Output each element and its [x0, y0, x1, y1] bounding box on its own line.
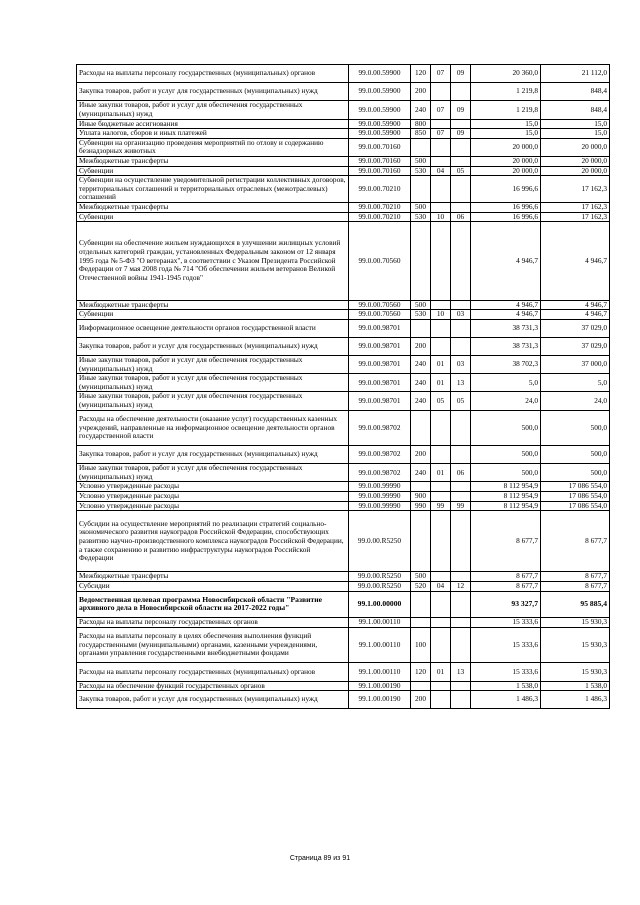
- cell-code: 99.0.00.99990: [349, 501, 411, 511]
- cell-pr: [451, 83, 471, 101]
- cell-vr: 520: [411, 581, 431, 591]
- cell-vr: [411, 591, 431, 618]
- cell-value-1: 20 000,0: [471, 138, 541, 156]
- cell-value-1: 93 327,7: [471, 591, 541, 618]
- cell-code: 99.0.00.70160: [349, 166, 411, 176]
- cell-rz: [431, 119, 451, 129]
- cell-name: Межбюджетные трансферты: [77, 300, 349, 310]
- cell-value-2: 37 029,0: [541, 319, 610, 337]
- cell-vr: 500: [411, 572, 431, 582]
- table-row: [77, 300, 610, 310]
- cell-code: 99.0.00.98701: [349, 319, 411, 337]
- cell-code: 99.0.00.98702: [349, 464, 411, 482]
- cell-pr: [451, 491, 471, 501]
- table-row: [77, 129, 610, 139]
- table-row: [77, 482, 610, 492]
- table-row: [77, 663, 610, 681]
- cell-rz: [431, 202, 451, 212]
- cell-name: Расходы на обеспечение функций государственных органов: [77, 681, 349, 691]
- cell-value-1: 15 333,6: [471, 618, 541, 628]
- cell-value-1: 16 996,6: [471, 202, 541, 212]
- table-row: [77, 310, 610, 320]
- cell-value-1: 500,0: [471, 464, 541, 482]
- cell-value-2: 500,0: [541, 446, 610, 464]
- table-row: [77, 591, 610, 618]
- cell-pr: [451, 572, 471, 582]
- table-row: [77, 691, 610, 709]
- cell-rz: [431, 300, 451, 310]
- cell-value-1: 38 731,3: [471, 319, 541, 337]
- cell-value-1: 1 219,8: [471, 83, 541, 101]
- cell-value-1: 15,0: [471, 129, 541, 139]
- cell-name: Закупка товаров, работ и услуг для государственных (муниципальных) нужд: [77, 83, 349, 101]
- cell-code: 99.1.00.00110: [349, 627, 411, 662]
- cell-vr: [411, 482, 431, 492]
- cell-code: 99.0.00.59900: [349, 119, 411, 129]
- cell-code: 99.0.00.70160: [349, 156, 411, 166]
- table-row: [77, 138, 610, 156]
- cell-code: 99.0.00.98702: [349, 446, 411, 464]
- cell-rz: 01: [431, 464, 451, 482]
- table-row: [77, 464, 610, 482]
- table-row: [77, 627, 610, 662]
- cell-value-2: 4 946,7: [541, 310, 610, 320]
- cell-value-2: 17 162,3: [541, 202, 610, 212]
- cell-code: 99.0.00.R5250: [349, 572, 411, 582]
- cell-name: Иные бюджетные ассигнования: [77, 119, 349, 129]
- cell-pr: [451, 119, 471, 129]
- table-row: [77, 101, 610, 119]
- cell-vr: [411, 176, 431, 203]
- cell-vr: 200: [411, 83, 431, 101]
- cell-rz: 99: [431, 501, 451, 511]
- table-row: [77, 581, 610, 591]
- cell-pr: [451, 627, 471, 662]
- cell-value-2: 8 677,7: [541, 581, 610, 591]
- cell-code: 99.0.00.R5250: [349, 581, 411, 591]
- cell-value-1: 20 000,0: [471, 166, 541, 176]
- cell-value-2: 500,0: [541, 410, 610, 445]
- cell-name: Уплата налогов, сборов и иных платежей: [77, 129, 349, 139]
- cell-vr: 800: [411, 119, 431, 129]
- table-body: [77, 65, 610, 709]
- cell-pr: [451, 319, 471, 337]
- table-row: [77, 166, 610, 176]
- cell-value-2: 1 538,0: [541, 681, 610, 691]
- cell-value-2: 8 677,7: [541, 572, 610, 582]
- cell-value-1: 16 996,6: [471, 176, 541, 203]
- cell-vr: [411, 138, 431, 156]
- cell-pr: [451, 618, 471, 628]
- cell-code: 99.0.00.70160: [349, 138, 411, 156]
- cell-vr: [411, 511, 431, 572]
- cell-pr: 99: [451, 501, 471, 511]
- cell-code: 99.0.00.70560: [349, 310, 411, 320]
- table-row: [77, 511, 610, 572]
- cell-name: Иные закупки товаров, работ и услуг для обеспечения государственных (муниципальных) нужд: [77, 356, 349, 374]
- cell-value-1: 5,0: [471, 374, 541, 392]
- cell-value-1: 1 486,3: [471, 691, 541, 709]
- cell-rz: [431, 156, 451, 166]
- cell-value-2: 17 162,3: [541, 176, 610, 203]
- cell-value-1: 38 702,3: [471, 356, 541, 374]
- cell-name: Условно утвержденные расходы: [77, 501, 349, 511]
- cell-code: 99.0.00.98702: [349, 410, 411, 445]
- cell-vr: 100: [411, 627, 431, 662]
- cell-vr: 240: [411, 374, 431, 392]
- cell-rz: 04: [431, 581, 451, 591]
- cell-value-2: 17 086 554,0: [541, 482, 610, 492]
- table-row: [77, 319, 610, 337]
- cell-code: 99.0.00.98701: [349, 356, 411, 374]
- cell-vr: 200: [411, 691, 431, 709]
- cell-vr: 240: [411, 356, 431, 374]
- cell-value-1: 8 112 954,9: [471, 501, 541, 511]
- cell-value-2: 15 930,3: [541, 627, 610, 662]
- cell-vr: 500: [411, 202, 431, 212]
- cell-pr: [451, 681, 471, 691]
- cell-pr: [451, 222, 471, 300]
- table-row: [77, 156, 610, 166]
- cell-value-2: 15 930,3: [541, 663, 610, 681]
- cell-value-1: 500,0: [471, 410, 541, 445]
- table-row: [77, 392, 610, 410]
- cell-name: Расходы на выплаты персоналу государственных (муниципальных) органов: [77, 65, 349, 83]
- cell-rz: 04: [431, 166, 451, 176]
- table-row: [77, 119, 610, 129]
- cell-value-2: 848,4: [541, 83, 610, 101]
- cell-rz: [431, 511, 451, 572]
- cell-value-1: 8 677,7: [471, 511, 541, 572]
- cell-name: Субвенции на организацию проведения мероприятий по отлову и содержанию безнадзорных животных: [77, 138, 349, 156]
- cell-pr: [451, 138, 471, 156]
- cell-name: Иные закупки товаров, работ и услуг для обеспечения государственных (муниципальных) нужд: [77, 101, 349, 119]
- cell-value-2: 37 000,0: [541, 356, 610, 374]
- cell-vr: 240: [411, 101, 431, 119]
- cell-name: Субсидии: [77, 581, 349, 591]
- cell-value-1: 8 112 954,9: [471, 491, 541, 501]
- cell-rz: [431, 572, 451, 582]
- cell-value-2: 95 885,4: [541, 591, 610, 618]
- cell-code: 99.1.00.00000: [349, 591, 411, 618]
- table-row: [77, 374, 610, 392]
- table-row: [77, 65, 610, 83]
- cell-name: Закупка товаров, работ и услуг для государственных (муниципальных) нужд: [77, 446, 349, 464]
- cell-pr: 12: [451, 581, 471, 591]
- cell-code: 99.0.00.59900: [349, 65, 411, 83]
- cell-name: Расходы на выплаты персоналу государственных (муниципальных) органов: [77, 663, 349, 681]
- table-row: [77, 410, 610, 445]
- cell-rz: [431, 222, 451, 300]
- cell-pr: 09: [451, 101, 471, 119]
- cell-value-1: 38 731,3: [471, 337, 541, 355]
- table-row: [77, 337, 610, 355]
- table-row: [77, 491, 610, 501]
- cell-name: Ведомственная целевая программа Новосибирской области "Развитие архивного дела в Новосибирской области на 2017-2022 годы": [77, 591, 349, 618]
- cell-name: Субвенции: [77, 310, 349, 320]
- cell-rz: 01: [431, 356, 451, 374]
- cell-rz: 01: [431, 374, 451, 392]
- cell-pr: [451, 202, 471, 212]
- cell-value-1: 8 112 954,9: [471, 482, 541, 492]
- cell-vr: [411, 618, 431, 628]
- cell-pr: 09: [451, 129, 471, 139]
- cell-value-2: 20 000,0: [541, 156, 610, 166]
- cell-code: 99.0.00.98701: [349, 374, 411, 392]
- cell-pr: [451, 300, 471, 310]
- cell-name: Расходы на выплаты персоналу в целях обеспечения выполнения функций государственными (муниципальными) органами, казенными учреждениями, органами управления государственными внебюджетными фондами: [77, 627, 349, 662]
- cell-name: Информационное освещение деятельности органов государственной власти: [77, 319, 349, 337]
- table-row: [77, 176, 610, 203]
- cell-value-1: 8 677,7: [471, 572, 541, 582]
- cell-rz: 07: [431, 65, 451, 83]
- cell-rz: 07: [431, 129, 451, 139]
- budget-table: [76, 64, 610, 709]
- cell-rz: 07: [431, 101, 451, 119]
- table-row: [77, 446, 610, 464]
- cell-vr: 200: [411, 337, 431, 355]
- cell-code: 99.0.00.59900: [349, 129, 411, 139]
- cell-value-2: 17 086 554,0: [541, 491, 610, 501]
- cell-pr: [451, 482, 471, 492]
- cell-value-1: 24,0: [471, 392, 541, 410]
- cell-value-2: 5,0: [541, 374, 610, 392]
- cell-rz: [431, 410, 451, 445]
- cell-rz: [431, 319, 451, 337]
- cell-rz: [431, 591, 451, 618]
- table-row: [77, 618, 610, 628]
- cell-pr: 13: [451, 663, 471, 681]
- cell-code: 99.0.00.98701: [349, 337, 411, 355]
- cell-pr: 06: [451, 464, 471, 482]
- cell-vr: [411, 410, 431, 445]
- cell-code: 99.1.00.00190: [349, 681, 411, 691]
- cell-value-2: 21 112,0: [541, 65, 610, 83]
- cell-value-1: 1 219,8: [471, 101, 541, 119]
- cell-value-2: 20 000,0: [541, 138, 610, 156]
- cell-value-2: 37 029,0: [541, 337, 610, 355]
- cell-rz: [431, 176, 451, 203]
- cell-rz: [431, 337, 451, 355]
- cell-code: 99.1.00.00110: [349, 663, 411, 681]
- cell-pr: 06: [451, 212, 471, 222]
- cell-code: 99.0.00.98701: [349, 392, 411, 410]
- cell-value-1: 500,0: [471, 446, 541, 464]
- table-row: [77, 356, 610, 374]
- cell-value-2: 17 162,3: [541, 212, 610, 222]
- cell-name: Расходы на выплаты персоналу государственных органов: [77, 618, 349, 628]
- table-row: [77, 222, 610, 300]
- cell-pr: [451, 156, 471, 166]
- cell-name: Субвенции: [77, 166, 349, 176]
- cell-value-1: 8 677,7: [471, 581, 541, 591]
- cell-value-2: 500,0: [541, 464, 610, 482]
- cell-rz: [431, 138, 451, 156]
- cell-value-2: 15 930,3: [541, 618, 610, 628]
- cell-pr: 05: [451, 166, 471, 176]
- cell-vr: 500: [411, 156, 431, 166]
- table-row: [77, 83, 610, 101]
- cell-code: 99.0.00.70560: [349, 300, 411, 310]
- cell-vr: 200: [411, 446, 431, 464]
- cell-value-2: 848,4: [541, 101, 610, 119]
- cell-name: Закупка товаров, работ и услуг для государственных (муниципальных) нужд: [77, 337, 349, 355]
- cell-vr: 530: [411, 310, 431, 320]
- cell-rz: [431, 446, 451, 464]
- cell-pr: [451, 410, 471, 445]
- cell-vr: 240: [411, 392, 431, 410]
- cell-value-2: 15,0: [541, 119, 610, 129]
- cell-vr: 900: [411, 491, 431, 501]
- cell-name: Межбюджетные трансферты: [77, 202, 349, 212]
- cell-rz: [431, 627, 451, 662]
- cell-value-1: 4 946,7: [471, 310, 541, 320]
- cell-value-2: 15,0: [541, 129, 610, 139]
- cell-pr: 03: [451, 356, 471, 374]
- page-footer: Страница 89 из 91: [289, 855, 351, 862]
- cell-value-1: 15 333,6: [471, 663, 541, 681]
- cell-name: Субвенции на обеспечение жильем нуждающихся в улучшении жилищных условий отдельных категорий граждан, установленных Федеральным законом от 12 января 1995 года № 5-ФЗ "О ветеранах", в соответствии с Указом Президента Российской Федерации от 7 мая 2008 года № 714 "Об обеспечении жильем ветеранов Великой Отечественной войны 1941-1945 годов": [77, 222, 349, 300]
- cell-name: Иные закупки товаров, работ и услуг для обеспечения государственных (муниципальных) нужд: [77, 374, 349, 392]
- cell-value-2: 20 000,0: [541, 166, 610, 176]
- cell-vr: 530: [411, 166, 431, 176]
- cell-vr: 240: [411, 464, 431, 482]
- cell-value-1: 4 946,7: [471, 300, 541, 310]
- cell-value-1: 1 538,0: [471, 681, 541, 691]
- table-row: [77, 681, 610, 691]
- cell-pr: 09: [451, 65, 471, 83]
- cell-code: 99.0.00.70210: [349, 176, 411, 203]
- cell-code: 99.0.00.59900: [349, 101, 411, 119]
- cell-code: 99.0.00.70210: [349, 212, 411, 222]
- cell-value-1: 15 333,6: [471, 627, 541, 662]
- cell-name: Условно утвержденные расходы: [77, 491, 349, 501]
- cell-value-1: 4 946,7: [471, 222, 541, 300]
- cell-value-2: 4 946,7: [541, 300, 610, 310]
- table-row: [77, 501, 610, 511]
- cell-pr: [451, 691, 471, 709]
- cell-code: 99.0.00.70560: [349, 222, 411, 300]
- cell-name: Субвенции: [77, 212, 349, 222]
- cell-rz: [431, 618, 451, 628]
- cell-name: Субсидии на осуществление мероприятий по реализации стратегий социально-экономического развития наукоградов Российской Федерации, способствующих развитию научно-производственного комплекса наукоградов Российской Федерации, а также сохранению и развитию инфраструктуры наукоградов Российской Федерации: [77, 511, 349, 572]
- cell-rz: 10: [431, 212, 451, 222]
- cell-vr: 990: [411, 501, 431, 511]
- cell-vr: 850: [411, 129, 431, 139]
- cell-vr: 500: [411, 300, 431, 310]
- cell-vr: [411, 681, 431, 691]
- cell-rz: 10: [431, 310, 451, 320]
- cell-code: 99.0.00.70210: [349, 202, 411, 212]
- cell-pr: 13: [451, 374, 471, 392]
- table-row: [77, 202, 610, 212]
- cell-rz: [431, 491, 451, 501]
- cell-vr: [411, 222, 431, 300]
- cell-code: 99.1.00.00190: [349, 691, 411, 709]
- table-row: [77, 572, 610, 582]
- cell-code: 99.0.00.59900: [349, 83, 411, 101]
- cell-vr: [411, 319, 431, 337]
- cell-pr: [451, 337, 471, 355]
- cell-value-2: 24,0: [541, 392, 610, 410]
- cell-value-1: 20 000,0: [471, 156, 541, 166]
- cell-value-1: 20 360,0: [471, 65, 541, 83]
- cell-pr: [451, 591, 471, 618]
- cell-pr: [451, 511, 471, 572]
- cell-rz: [431, 482, 451, 492]
- cell-code: 99.0.00.99990: [349, 491, 411, 501]
- cell-name: Расходы на обеспечение деятельности (оказание услуг) государственных казенных учреждений, направленные на информационное освещение деятельности органов государственной власти: [77, 410, 349, 445]
- cell-rz: 05: [431, 392, 451, 410]
- cell-value-1: 15,0: [471, 119, 541, 129]
- cell-name: Закупка товаров, работ и услуг для государственных (муниципальных) нужд: [77, 691, 349, 709]
- cell-code: 99.1.00.00110: [349, 618, 411, 628]
- cell-vr: 530: [411, 212, 431, 222]
- cell-rz: [431, 83, 451, 101]
- cell-value-1: 16 996,6: [471, 212, 541, 222]
- cell-name: Межбюджетные трансферты: [77, 572, 349, 582]
- cell-vr: 120: [411, 65, 431, 83]
- cell-name: Условно утвержденные расходы: [77, 482, 349, 492]
- cell-rz: [431, 691, 451, 709]
- cell-code: 99.0.00.R5250: [349, 511, 411, 572]
- cell-code: 99.0.00.99990: [349, 482, 411, 492]
- cell-pr: 05: [451, 392, 471, 410]
- cell-vr: 120: [411, 663, 431, 681]
- cell-name: Межбюджетные трансферты: [77, 156, 349, 166]
- table-row: [77, 212, 610, 222]
- cell-name: Иные закупки товаров, работ и услуг для обеспечения государственных (муниципальных) нужд: [77, 392, 349, 410]
- cell-rz: 01: [431, 663, 451, 681]
- cell-value-2: 8 677,7: [541, 511, 610, 572]
- cell-value-2: 1 486,3: [541, 691, 610, 709]
- cell-value-2: 4 946,7: [541, 222, 610, 300]
- cell-value-2: 17 086 554,0: [541, 501, 610, 511]
- cell-pr: 03: [451, 310, 471, 320]
- cell-pr: [451, 176, 471, 203]
- cell-name: Иные закупки товаров, работ и услуг для обеспечения государственных (муниципальных) нужд: [77, 464, 349, 482]
- cell-name: Субвенции на осуществление уведомительной регистрации коллективных договоров, территориальных соглашений и территориальных отраслевых (межотраслевых) соглашений: [77, 176, 349, 203]
- cell-pr: [451, 446, 471, 464]
- cell-rz: [431, 681, 451, 691]
